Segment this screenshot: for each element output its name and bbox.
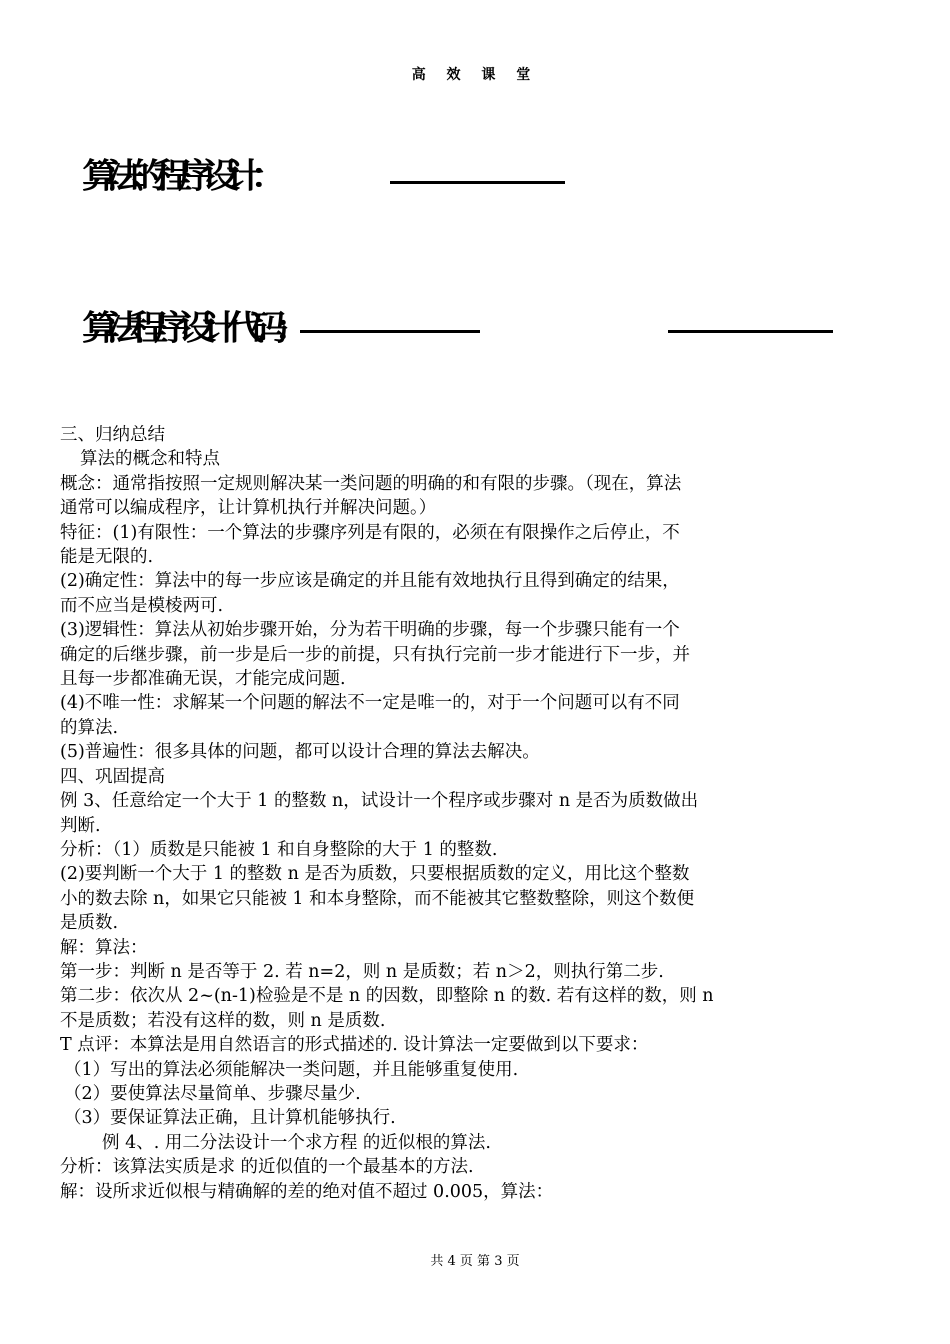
text-line: 解：算法： bbox=[60, 937, 148, 958]
text-line: 分析：该算法实质是求 的近似值的一个最基本的方法. bbox=[60, 1157, 474, 1178]
text-line: (2)要判断一个大于 1 的整数 n 是否为质数，只要根据质数的定义，用比这个整数 bbox=[60, 864, 690, 885]
fraction-bar-3 bbox=[668, 330, 833, 333]
section-heading-summary: 三、归纳总结 bbox=[60, 425, 165, 445]
page-footer: 共 4 页 第 3 页 bbox=[430, 1254, 520, 1269]
text-line: 分析：（1）质数是只能被 1 和自身整除的大于 1 的整数. bbox=[60, 839, 498, 860]
text-line: 第二步：依次从 2~(n-1)检验是不是 n 的因数，即整除 n 的数. 若有这样的数，则 n bbox=[60, 986, 714, 1007]
body-text bbox=[60, 423, 840, 1204]
text-line: 例 3、任意给定一个大于 1 的整数 n，试设计一个程序或步骤对 n 是否为质数做出 bbox=[60, 791, 699, 812]
section-heading-consolidate: 四、巩固提高 bbox=[60, 766, 165, 787]
text-line: (5)普遍性：很多具体的问题，都可以设计合理的算法去解决。 bbox=[60, 742, 540, 763]
text-line: 概念：通常指按照一定规则解决某一类问题的明确的和有限的步骤。（现在，算法 bbox=[60, 473, 682, 494]
text-line: 是质数. bbox=[60, 913, 119, 934]
example-4-heading: 例 4、. 用二分法设计一个求方程 的近似根的算法. bbox=[102, 1132, 491, 1153]
requirement-item: （3）要保证算法正确，且计算机能够执行. bbox=[64, 1108, 396, 1129]
text-line: (3)逻辑性：算法从初始步骤开始，分为若干明确的步骤，每一个步骤只能有一个 bbox=[60, 620, 680, 641]
garbled-formula-line-1: 算法的程序设计： bbox=[82, 155, 275, 196]
text-line: 第一步：判断 n 是否等于 2. 若 n=2，则 n 是质数；若 n＞2，则执行第二步. bbox=[60, 961, 664, 982]
text-line: 能是无限的. bbox=[60, 547, 154, 568]
fraction-bar-1 bbox=[390, 181, 565, 184]
fraction-bar-2 bbox=[300, 330, 480, 333]
subheading-algorithm-concept: 算法的概念和特点 bbox=[80, 449, 220, 470]
text-line: 判断. bbox=[60, 815, 101, 836]
requirement-item: （1）写出的算法必须能解决一类问题，并且能够重复使用. bbox=[64, 1059, 519, 1080]
text-line: 确定的后继步骤，前一步是后一步的前提，只有执行完前一步才能进行下一步，并 bbox=[60, 644, 690, 665]
text-line: 而不应当是模棱两可. bbox=[60, 595, 224, 616]
text-line: T 点评：本算法是用自然语言的形式描述的. 设计算法一定要做到以下要求： bbox=[60, 1035, 649, 1056]
text-line: 且每一步都准确无误，才能完成问题. bbox=[60, 669, 346, 690]
text-line: 小的数去除 n，如果它只能被 1 和本身整除，而不能被其它整数整除，则这个数便 bbox=[60, 888, 695, 909]
text-line: (4)不唯一性：求解某一个问题的解法不一定是唯一的，对于一个问题可以有不同 bbox=[60, 693, 680, 714]
text-line: 解：设所求近似根与精确解的差的绝对值不超过 0.005，算法： bbox=[60, 1181, 554, 1202]
garbled-formula-line-2: 算法程序设计代码： bbox=[82, 307, 299, 348]
text-line: 特征：(1)有限性：一个算法的步骤序列是有限的，必须在有限操作之后停止，不 bbox=[60, 522, 680, 543]
page-header-title: 高 效 课 堂 bbox=[411, 67, 539, 83]
text-line: 不是质数；若没有这样的数，则 n 是质数. bbox=[60, 1010, 386, 1031]
text-line: 通常可以编成程序，让计算机执行并解决问题。） bbox=[60, 498, 437, 519]
text-line: 的算法. bbox=[60, 717, 119, 738]
requirement-item: （2）要使算法尽量简单、步骤尽量少. bbox=[64, 1083, 361, 1104]
text-line: (2)确定性：算法中的每一步应该是确定的并且能有效地执行且得到确定的结果， bbox=[60, 571, 680, 592]
